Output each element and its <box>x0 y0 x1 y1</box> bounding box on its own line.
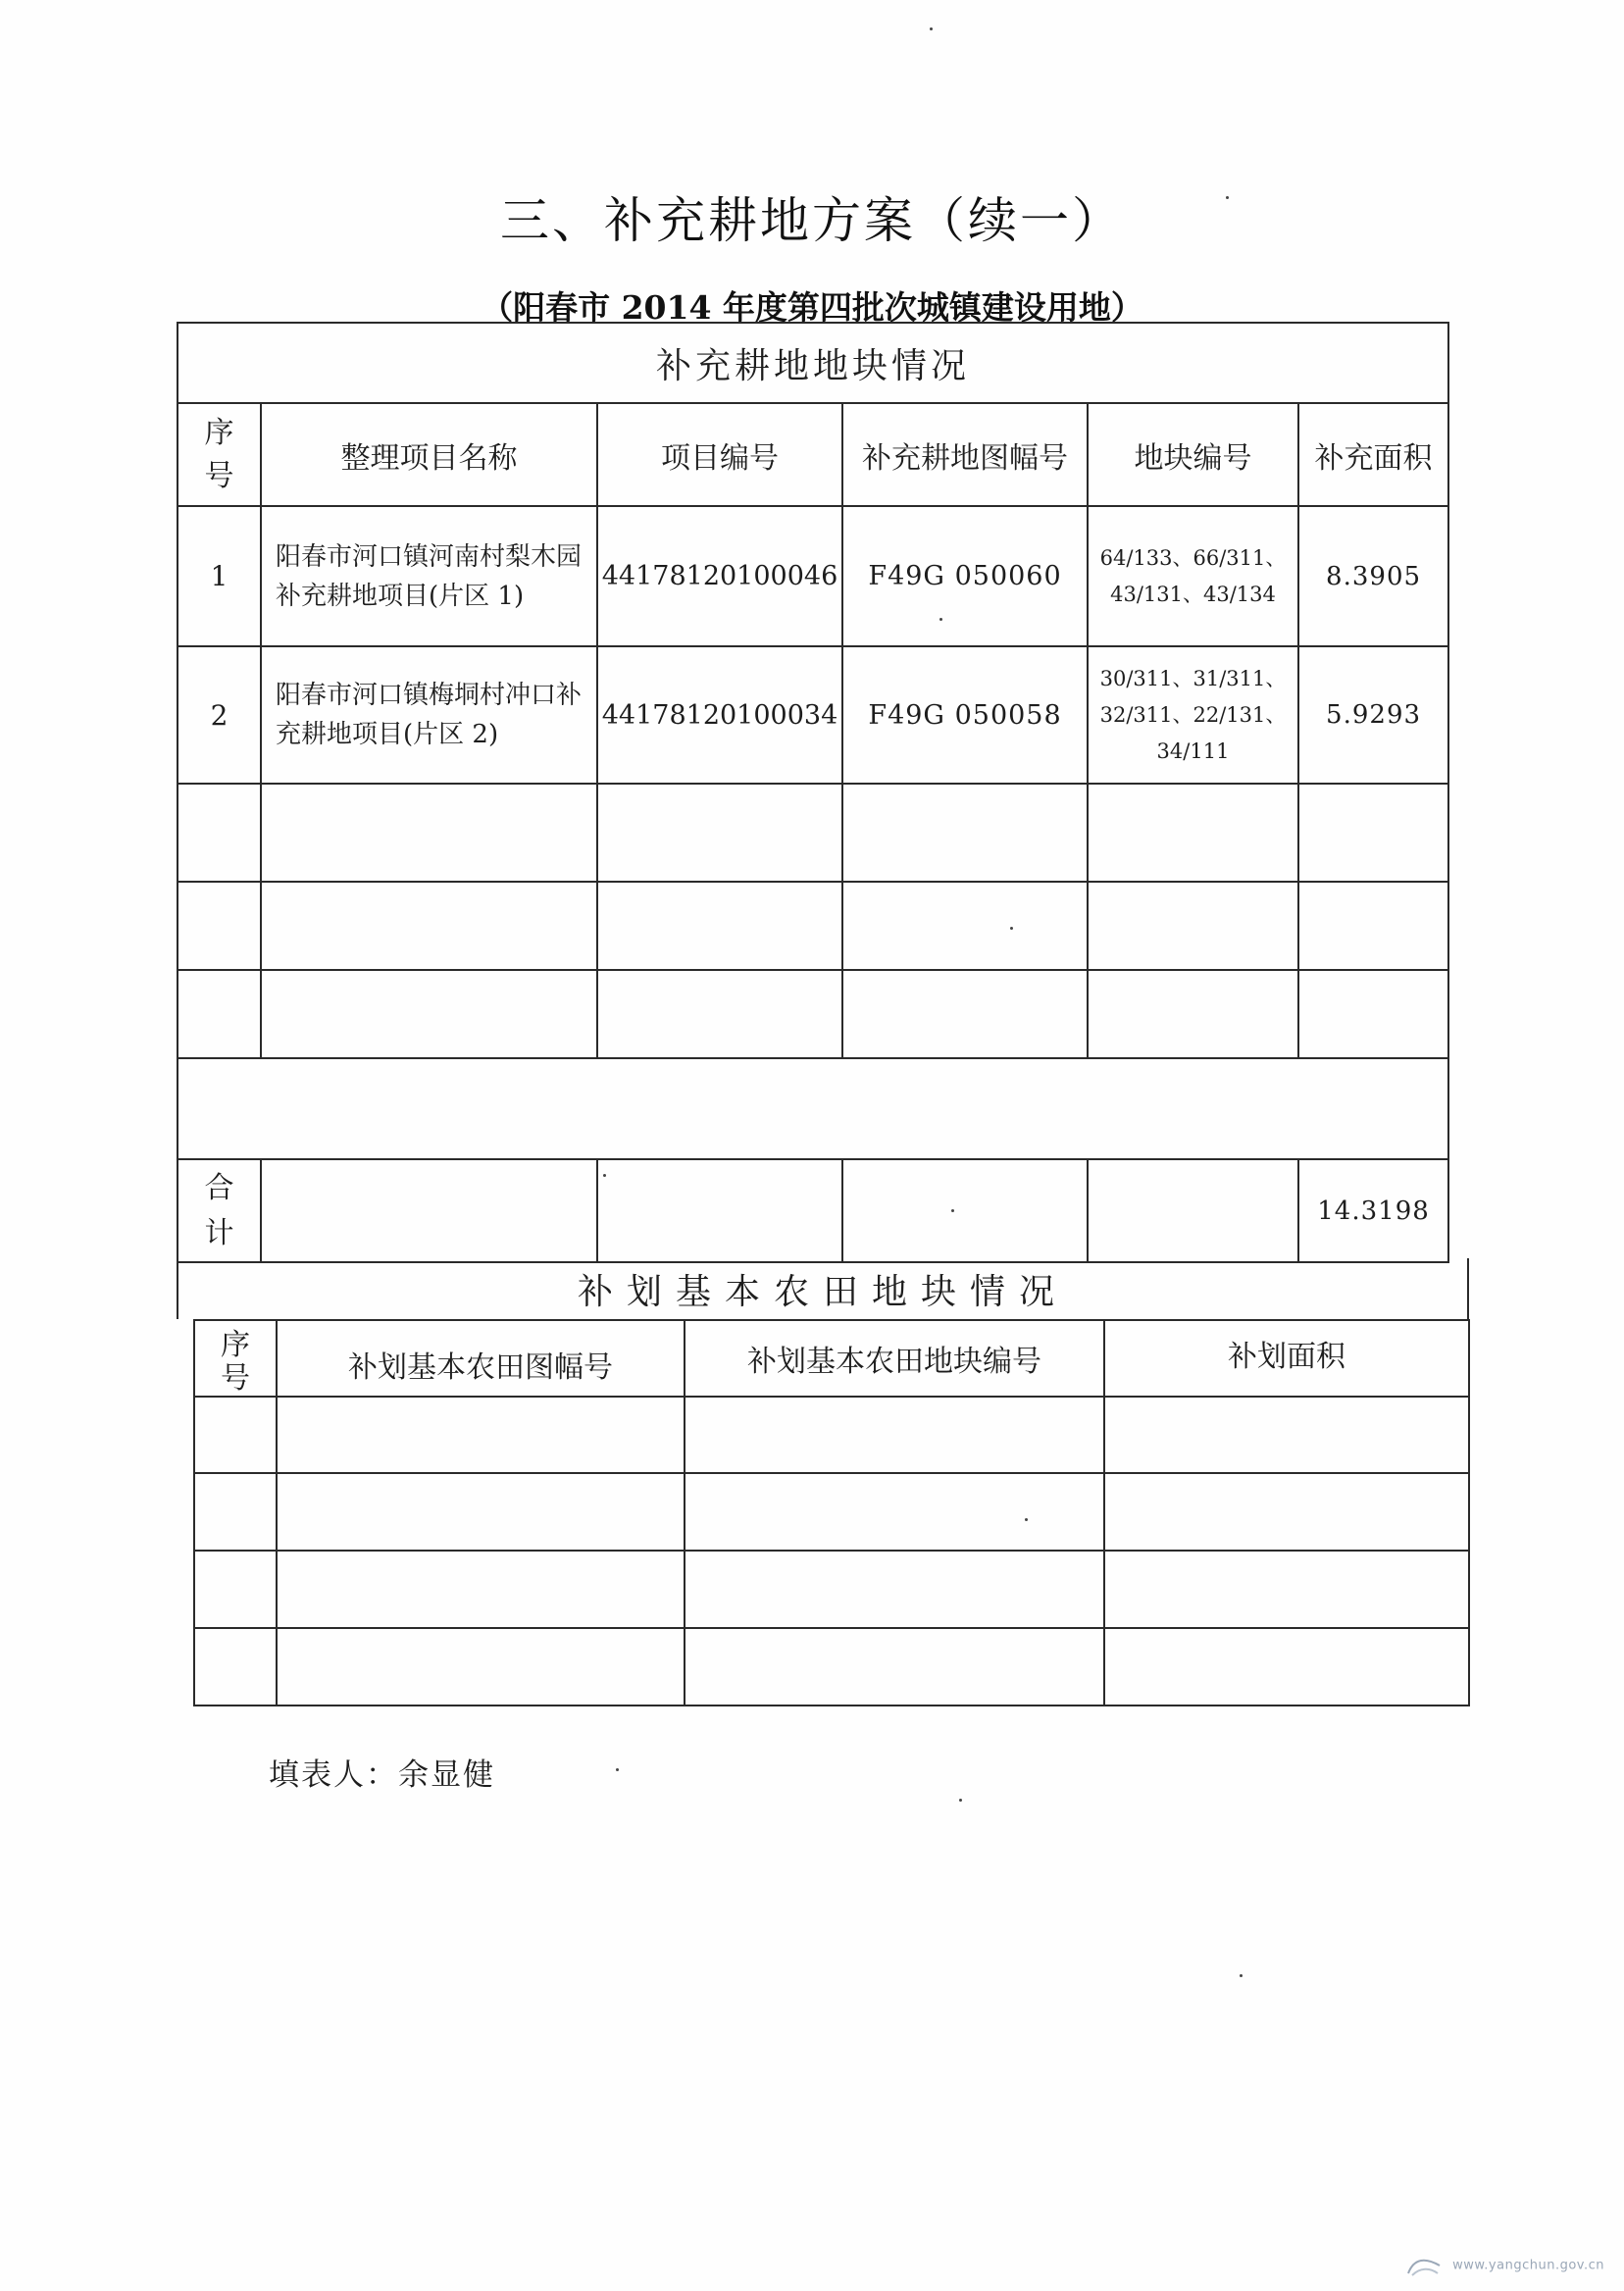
header-plot-numbers: 地块编号 <box>1088 403 1298 506</box>
row-seq: 1 <box>178 506 261 646</box>
total-label-text: 合 计 <box>204 1170 234 1250</box>
watermark-site-text: www.yangchun.gov.cn <box>1452 2258 1604 2273</box>
basic-farmland-table <box>193 1319 1470 1706</box>
scan-speck <box>1025 1518 1028 1521</box>
scan-speck <box>616 1768 619 1771</box>
header-area: 补划面积 <box>1104 1320 1469 1397</box>
total-label <box>178 1159 261 1262</box>
scan-speck <box>1010 927 1013 930</box>
scan-speck <box>930 27 933 30</box>
scan-speck <box>1240 1974 1243 1977</box>
watermark-logo-icon <box>1404 2254 1444 2277</box>
filler-name: 余显健 <box>398 1757 495 1793</box>
section-title-row <box>178 323 1448 403</box>
row-area: 8.3905 <box>1298 506 1448 646</box>
farmland-section-title: 补充耕地地块情况 <box>178 323 1448 403</box>
empty-row <box>178 970 1448 1058</box>
empty-row <box>178 784 1448 882</box>
header-map-sheet: 补充耕地图幅号 <box>842 403 1088 506</box>
site-watermark <box>1404 2254 1604 2277</box>
row-project-name: 阳春市河口镇河南村梨木园补充耕地项目(片区 1) <box>261 506 597 646</box>
header-seq <box>178 403 261 506</box>
header-area: 补充面积 <box>1298 403 1448 506</box>
total-area: 14.3198 <box>1298 1159 1448 1262</box>
scan-speck <box>951 1209 954 1212</box>
scan-speck <box>939 618 942 621</box>
basic-farmland-section-header <box>177 1258 1469 1319</box>
table-row <box>178 646 1448 784</box>
row-map-sheet: F49G 050060 <box>842 506 1088 646</box>
row-plot-numbers: 30/311、31/311、32/311、22/131、34/111 <box>1088 646 1298 784</box>
scan-speck <box>959 1799 962 1802</box>
row-project-code: 44178120100034 <box>597 646 842 784</box>
row-seq: 2 <box>178 646 261 784</box>
scan-speck <box>603 1174 606 1177</box>
empty-row <box>194 1473 1469 1551</box>
row-map-sheet: F49G 050058 <box>842 646 1088 784</box>
document-subtitle: （阳春市 2014 年度第四批次城镇建设用地） <box>481 288 1143 327</box>
filler-signature <box>269 1750 495 1794</box>
header-project-code: 项目编号 <box>597 403 842 506</box>
filler-label: 填表人： <box>269 1757 398 1793</box>
empty-row <box>194 1628 1469 1706</box>
header-project-name: 整理项目名称 <box>261 403 597 506</box>
blank-band-row <box>178 1058 1448 1159</box>
header-seq <box>194 1320 277 1397</box>
header-row <box>178 403 1448 506</box>
row-plot-numbers: 64/133、66/311、43/131、43/134 <box>1088 506 1298 646</box>
row-area: 5.9293 <box>1298 646 1448 784</box>
basic-farmland-section-title: 补划基本农田地块情况 <box>577 1271 1068 1312</box>
row-project-name: 阳春市河口镇梅垌村冲口补充耕地项目(片区 2) <box>261 646 597 784</box>
header-plot-numbers: 补划基本农田地块编号 <box>685 1320 1104 1397</box>
empty-row <box>194 1551 1469 1628</box>
header-row <box>194 1320 1469 1397</box>
empty-row <box>178 882 1448 970</box>
document-title: 三、补充耕地方案（续一） <box>500 192 1124 249</box>
header-seq-text: 序 号 <box>204 415 234 493</box>
table-row <box>178 506 1448 646</box>
total-row <box>178 1159 1448 1262</box>
empty-row <box>194 1397 1469 1473</box>
header-seq-text: 序 号 <box>221 1328 250 1396</box>
header-map-sheet: 补划基本农田图幅号 <box>277 1320 685 1397</box>
scan-speck <box>1226 196 1229 199</box>
row-project-code: 44178120100046 <box>597 506 842 646</box>
farmland-plots-table <box>177 322 1449 1263</box>
